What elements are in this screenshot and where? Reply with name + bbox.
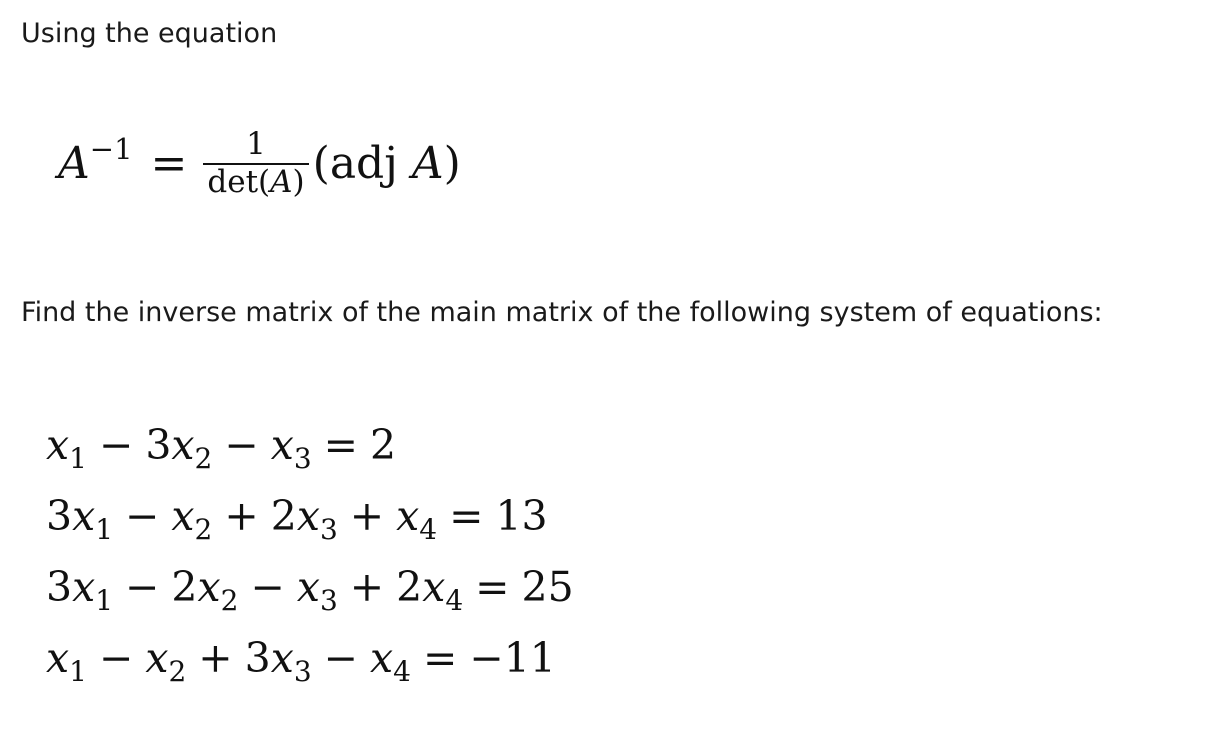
coefficient: 3 [244, 634, 271, 682]
variable: x [72, 492, 96, 540]
equation-term [46, 421, 87, 475]
coefficient: 3 [46, 563, 73, 611]
equation-term [145, 634, 187, 688]
rhs-open: (adj [312, 137, 412, 189]
equation-system [46, 410, 574, 694]
operator: + [349, 492, 385, 540]
equation-term [396, 563, 464, 617]
formula-numerator: 1 [246, 125, 266, 162]
rhs-close: ) [443, 137, 461, 189]
inverse-formula [58, 118, 461, 208]
equation-rhs: 2 [370, 421, 397, 469]
coefficient: 3 [46, 492, 73, 540]
equation-rhs: 13 [495, 492, 548, 540]
operator: − [250, 563, 285, 611]
variable: x [296, 492, 320, 540]
variable: x [46, 421, 70, 469]
variable-subscript: 3 [293, 655, 312, 688]
variable-subscript: 2 [220, 584, 239, 617]
equals-sign: = [475, 563, 510, 611]
variable-subscript: 1 [95, 513, 114, 546]
operator: − [224, 421, 259, 469]
formula-lhs-exponent: −1 [89, 131, 133, 166]
formula-lhs [58, 131, 133, 189]
formula-lhs-base: A [58, 137, 90, 189]
equation-row [46, 410, 574, 481]
formula-denominator [203, 163, 308, 200]
operator: − [98, 634, 134, 682]
variable-subscript: 1 [95, 584, 114, 617]
equation-rhs: 25 [521, 563, 574, 611]
variable: x [370, 634, 394, 682]
equation-term [46, 492, 114, 546]
operator: + [349, 563, 385, 611]
variable: x [270, 421, 294, 469]
equation-rhs: −11 [469, 634, 556, 682]
variable: x [296, 563, 320, 611]
variable: x [171, 421, 195, 469]
intro-text: Using the equation [21, 18, 278, 49]
variable-subscript: 4 [393, 655, 411, 688]
denominator-var: A [270, 163, 293, 200]
question-text: Find the inverse matrix of the main matrix of the following system of equations: [21, 297, 1103, 328]
formula-fraction [203, 125, 308, 200]
equation-term [296, 563, 338, 617]
operator: − [125, 492, 160, 540]
equation-term [145, 421, 213, 475]
variable-subscript: 3 [319, 584, 338, 617]
equals-sign: = [422, 634, 458, 682]
variable-subscript: 2 [168, 655, 187, 688]
equation-term [270, 421, 312, 475]
variable: x [46, 634, 70, 682]
variable: x [270, 634, 294, 682]
variable-subscript: 3 [293, 442, 312, 475]
operator: − [323, 634, 359, 682]
equation-row [46, 552, 574, 623]
equation-term [46, 634, 87, 688]
variable-subscript: 1 [69, 655, 87, 688]
coefficient: 2 [396, 563, 423, 611]
variable-subscript: 4 [445, 584, 464, 617]
variable: x [171, 492, 195, 540]
variable-subscript: 2 [194, 513, 213, 546]
equation-term [244, 634, 312, 688]
operator: − [98, 421, 134, 469]
operator: − [125, 563, 160, 611]
coefficient: 2 [270, 492, 297, 540]
equation-term [396, 492, 438, 546]
variable: x [72, 563, 96, 611]
variable-subscript: 2 [194, 442, 213, 475]
operator: + [224, 492, 259, 540]
variable: x [197, 563, 221, 611]
variable-subscript: 4 [419, 513, 438, 546]
denominator-close: ) [292, 163, 305, 200]
formula-rhs [313, 138, 461, 189]
equation-row [46, 481, 574, 552]
equation-term [270, 492, 338, 546]
variable: x [396, 492, 420, 540]
coefficient: 3 [145, 421, 172, 469]
coefficient: 2 [171, 563, 198, 611]
equation-term [171, 563, 239, 617]
equals-sign: = [323, 421, 359, 469]
variable-subscript: 3 [319, 513, 338, 546]
equation-row [46, 623, 574, 694]
denominator-func: det( [207, 163, 271, 200]
rhs-var: A [411, 137, 444, 189]
variable-subscript: 1 [69, 442, 87, 475]
equation-term [171, 492, 213, 546]
operator: + [198, 634, 233, 682]
formula-equals: = [150, 137, 188, 189]
variable: x [422, 563, 446, 611]
equals-sign: = [449, 492, 484, 540]
equation-term [46, 563, 114, 617]
equation-term [370, 634, 411, 688]
variable: x [145, 634, 169, 682]
